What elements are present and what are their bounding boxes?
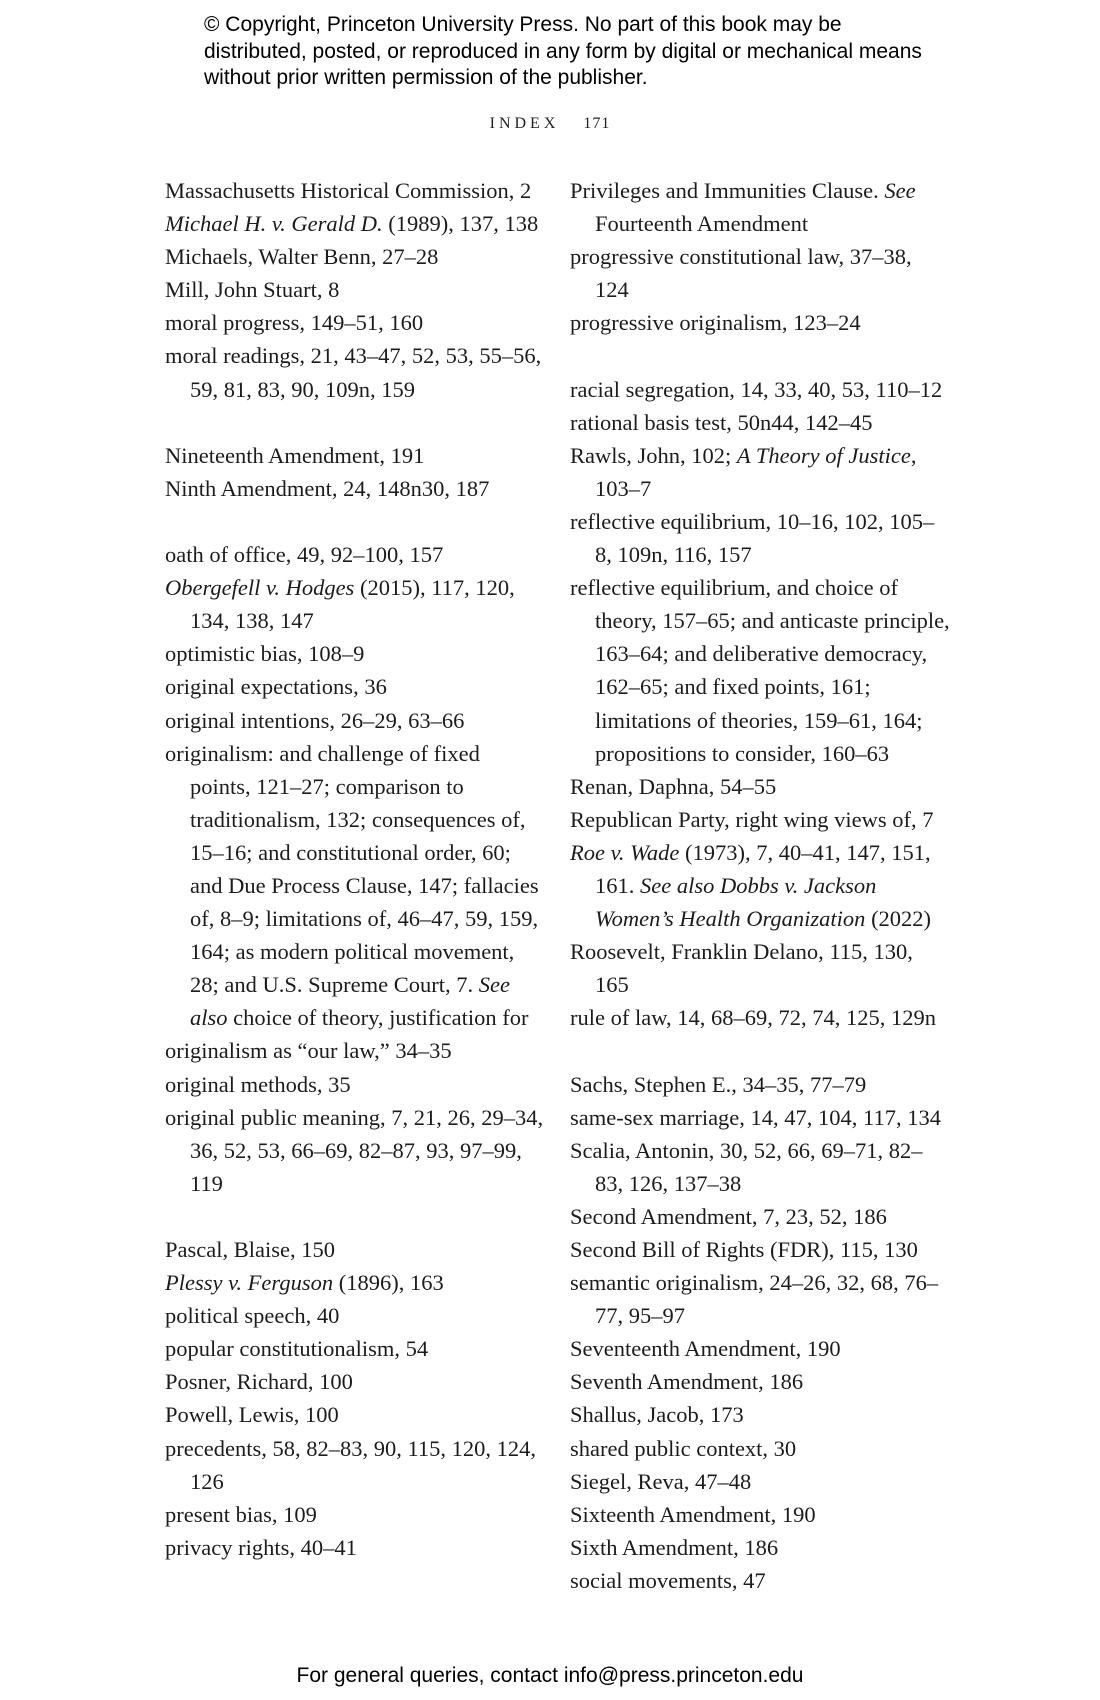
index-entry [570, 1498, 950, 1531]
index-entry-text: privacy rights, 40–41 [165, 1534, 357, 1560]
running-head [0, 115, 1100, 133]
index-entry [165, 571, 545, 637]
index-entry-text: Massachusetts Historical Commission, 2 [165, 178, 532, 203]
index-entry-text: reflective equilibrium, and choice of theory, 157–65; and anticaste principle, 163–64; and deliberative democracy, 162–65; and fixed points, 161; limitations of theories, 159–61, 164; propositions to consider, 160–63 [570, 575, 950, 766]
index-entry-italic: Plessy v. Ferguson [165, 1270, 334, 1296]
index-entry-text: moral progress, 149–51, 160 [165, 310, 424, 336]
index-entry-text: present bias, 109 [165, 1501, 317, 1527]
index-column-right [570, 174, 950, 1597]
index-entry-text: original methods, 35 [165, 1071, 351, 1097]
index-entry-text: Sixth Amendment, 186 [570, 1534, 779, 1560]
index-entry [570, 1332, 950, 1365]
index-entry-text: (2022) [865, 906, 932, 932]
index-entry [570, 1068, 950, 1101]
index-entry-text: Sixteenth Amendment, 190 [570, 1501, 816, 1527]
index-entry-text: Privileges and Immunities Clause. [570, 178, 885, 203]
letter-group-gap [165, 505, 545, 538]
index-entry-text: Fourteenth Amendment [595, 211, 809, 237]
index-entry-italic: See also [190, 972, 510, 1031]
copyright-notice: © Copyright, Princeton University Press. No part of this book may be distributed, posted, or reproduced in any form by digital or mechanical means without prior written permission of the publisher. [204, 13, 922, 89]
index-entry-text: Powell, Lewis, 100 [165, 1402, 339, 1428]
index-entry [165, 472, 545, 505]
index-entry-text: Rawls, John, 102; [570, 442, 737, 468]
index-entry [165, 1332, 545, 1365]
index-entry [165, 1299, 545, 1332]
index-entry-text: rational basis test, 50n44, 142–45 [570, 409, 873, 435]
index-entry-text: progressive originalism, 123–24 [570, 310, 861, 336]
index-entry [570, 505, 950, 571]
index-entry-text: optimistic bias, 108–9 [165, 641, 365, 667]
index-entry [165, 339, 545, 405]
index-entry [570, 439, 950, 505]
index-entry-text: Ninth Amendment, 24, 148n30, 187 [165, 475, 490, 501]
index-entry [165, 240, 545, 273]
index-entry-italic: Michael H. v. Gerald D. [165, 211, 383, 237]
index-entry-text: Seventeenth Amendment, 190 [570, 1336, 841, 1362]
index-entry [570, 836, 950, 935]
index-entry [165, 538, 545, 571]
index-entry [165, 439, 545, 472]
letter-group-gap [570, 1034, 950, 1067]
index-entry-text: semantic originalism, 24–26, 32, 68, 76–77, 95–97 [570, 1270, 939, 1329]
index-entry [570, 1398, 950, 1431]
index-entry-italic: A Theory of Justice [736, 442, 911, 468]
index-entry-text: , 103–7 [595, 442, 917, 501]
index-entry [165, 737, 545, 1035]
index-entry-text: Mill, John Stuart, 8 [165, 277, 340, 303]
index-entry-text: Michaels, Walter Benn, 27–28 [165, 244, 439, 270]
index-entry-text: (1989), 137, 138 [382, 211, 539, 237]
index-entry-text: Sachs, Stephen E., 34–35, 77–79 [570, 1071, 867, 1097]
index-entry-text: original intentions, 26–29, 63–66 [165, 707, 465, 733]
footer-contact: For general queries, contact info@press.princeton.edu [296, 1664, 804, 1687]
index-entry [570, 770, 950, 803]
index-entry [570, 935, 950, 1001]
running-head-title: INDEX [489, 115, 560, 132]
index-entry [165, 207, 545, 240]
index-entry [570, 803, 950, 836]
index-entry [570, 1134, 950, 1200]
index-entry [165, 1432, 545, 1498]
index-entry-text: racial segregation, 14, 33, 40, 53, 110–12 [570, 376, 943, 402]
index-entry-text: moral readings, 21, 43–47, 52, 53, 55–56, 59, 81, 83, 90, 109n, 159 [165, 343, 542, 402]
index-entry-italic: Obergefell v. Hodges [165, 575, 355, 601]
index-entry-text: original expectations, 36 [165, 674, 387, 700]
index-entry [570, 373, 950, 406]
index-entry-text: Second Bill of Rights (FDR), 115, 130 [570, 1237, 918, 1262]
index-entry-text: same-sex marriage, 14, 47, 104, 117, 134 [570, 1104, 941, 1130]
index-entry-italic: See also Dobbs v. Jackson Women’s Health Organization [595, 872, 877, 932]
index-entry-text: Second Amendment, 7, 23, 52, 186 [570, 1203, 887, 1229]
index-entry [165, 174, 545, 207]
index-entry [165, 1266, 545, 1299]
index-entry-text: precedents, 58, 82–83, 90, 115, 120, 124, 126 [165, 1435, 536, 1494]
index-entry-text: progressive constitutional law, 37–38, 124 [570, 244, 912, 303]
index-entry-text: Seventh Amendment, 186 [570, 1369, 804, 1395]
index-entry [165, 1398, 545, 1431]
index-entry-text: Posner, Richard, 100 [165, 1369, 353, 1395]
index-entry [570, 1564, 950, 1597]
index-entry [570, 1200, 950, 1233]
letter-group-gap [165, 406, 545, 439]
index-entry [165, 670, 545, 703]
index-entry-text: Nineteenth Amendment, 191 [165, 442, 425, 468]
index-entry [570, 240, 950, 306]
letter-group-gap [165, 1200, 545, 1233]
index-column-left [165, 174, 545, 1564]
index-entry-text: Renan, Daphna, 54–55 [570, 773, 777, 799]
index-entry-text: (1973), 7, 40–41, 147, 151, 161. [595, 839, 931, 898]
index-entry [165, 704, 545, 737]
index-entry [570, 1365, 950, 1398]
index-entry-text: choice of theory, justification for [227, 1005, 529, 1031]
index-entry [165, 637, 545, 670]
index-entry-text: Republican Party, right wing views of, 7 [570, 806, 934, 832]
index-entry [570, 1266, 950, 1332]
index-entry [165, 1068, 545, 1101]
index-entry-text: original public meaning, 7, 21, 26, 29–34, 36, 52, 53, 66–69, 82–87, 93, 97–99, 119 [165, 1104, 544, 1196]
index-entry-text: Pascal, Blaise, 150 [165, 1237, 335, 1262]
index-entry [570, 1001, 950, 1034]
page-number: 171 [583, 115, 611, 132]
index-entry-text: Roosevelt, Franklin Delano, 115, 130, 165 [570, 939, 913, 998]
index-entry [570, 571, 950, 770]
index-entry-italic: See [884, 178, 916, 203]
index-entry [165, 273, 545, 306]
index-entry [165, 1034, 545, 1067]
index-entry [165, 306, 545, 339]
index-entry [570, 1432, 950, 1465]
letter-group-gap [570, 339, 950, 372]
index-entry [165, 1498, 545, 1531]
index-entry-text: rule of law, 14, 68–69, 72, 74, 125, 129n [570, 1005, 936, 1031]
index-entry-text: oath of office, 49, 92–100, 157 [165, 542, 444, 568]
index-entry-text: Shallus, Jacob, 173 [570, 1402, 744, 1428]
index-entry-text: originalism as “our law,” 34–35 [165, 1038, 452, 1064]
index-entry-text: political speech, 40 [165, 1303, 340, 1329]
index-entry [570, 1233, 950, 1266]
index-entry-text: shared public context, 30 [570, 1435, 797, 1461]
index-entry-text: (2015), 117, 120, 134, 138, 147 [190, 575, 515, 634]
index-entry [165, 1233, 545, 1266]
index-entry-text: (1896), 163 [333, 1270, 444, 1296]
index-entry-italic: Roe v. Wade [570, 839, 680, 865]
index-entry-text: originalism: and challenge of fixed points, 121–27; comparison to traditionalism, 132; consequences of, 15–16; and constitutional order, 60; and Due Process Clause, 147; fallacies of, 8–9; limitations of, 46–47, 59, 159, 164; as modern political movement, 28; and U.S. Supreme Court, 7. [165, 740, 539, 998]
index-entry [570, 1531, 950, 1564]
index-entry [165, 1531, 545, 1564]
index-entry [570, 1101, 950, 1134]
index-entry [165, 1365, 545, 1398]
index-entry [570, 1465, 950, 1498]
index-entry-text: social movements, 47 [570, 1567, 766, 1593]
index-entry [570, 306, 950, 339]
index-entry [570, 406, 950, 439]
index-entry [570, 174, 950, 240]
index-entry [165, 1101, 545, 1200]
index-entry-text: Scalia, Antonin, 30, 52, 66, 69–71, 82–83, 126, 137–38 [570, 1137, 923, 1196]
index-entry-text: reflective equilibrium, 10–16, 102, 105–8, 109n, 116, 157 [570, 508, 935, 568]
index-entry-text: Siegel, Reva, 47–48 [570, 1468, 752, 1494]
index-entry-text: popular constitutionalism, 54 [165, 1336, 429, 1362]
